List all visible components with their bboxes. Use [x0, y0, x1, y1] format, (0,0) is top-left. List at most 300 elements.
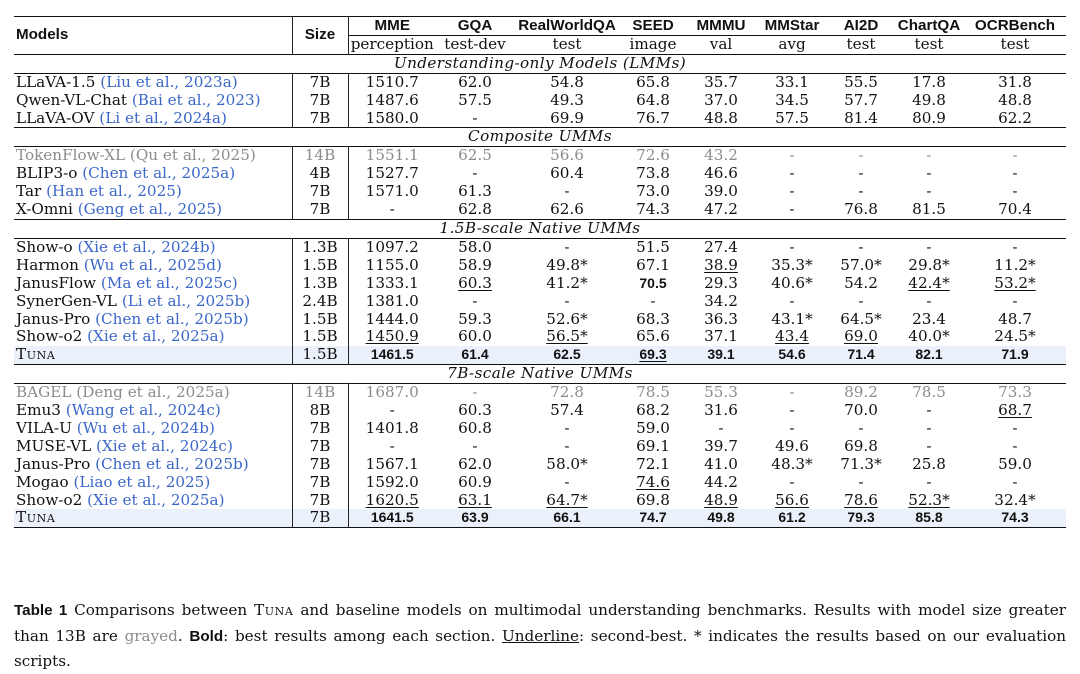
- score-value: 40.0*: [908, 327, 950, 346]
- score-value: 71.4: [847, 346, 875, 363]
- score-cell: [348, 257, 436, 275]
- citation-year: 2025b: [194, 309, 243, 328]
- citation-paren-close: ): [218, 327, 225, 346]
- score-cell: [348, 293, 436, 311]
- score-cell: [756, 474, 828, 492]
- score-cell: [514, 293, 620, 311]
- score-value: -: [858, 182, 864, 201]
- score-cell: [514, 474, 620, 492]
- model-name-cell: [14, 402, 292, 420]
- split-header: perception: [350, 34, 434, 53]
- score-cell: [828, 402, 894, 420]
- score-cell: [964, 420, 1066, 438]
- citation-authors: Xie et al.: [83, 237, 152, 256]
- caption-text: : best results among each section.: [223, 626, 496, 645]
- score-value: 1155.0: [365, 255, 419, 274]
- citation-sep: ,: [167, 200, 178, 219]
- model-size: 7B: [292, 73, 348, 91]
- model-size: 1.5B: [292, 328, 348, 346]
- score-cell: [348, 165, 436, 183]
- model-name-cell: [14, 147, 292, 165]
- score-cell: [964, 147, 1066, 165]
- table-row: [14, 311, 1066, 329]
- model-size: 2.4B: [292, 293, 348, 311]
- citation-paren-open: (: [100, 273, 107, 292]
- score-cell: [964, 257, 1066, 275]
- score-cell: [686, 492, 756, 510]
- citation-paren-close: ): [226, 436, 233, 455]
- score-value: 81.5: [912, 200, 946, 219]
- model-size: 7B: [292, 201, 348, 219]
- score-value: -: [1012, 418, 1018, 437]
- score-value: 74.3: [636, 200, 670, 219]
- table-row: [14, 275, 1066, 293]
- score-value: 56.5*: [546, 327, 588, 346]
- score-cell: [964, 328, 1066, 346]
- score-value: 1097.2: [365, 237, 419, 256]
- score-cell: [686, 92, 756, 110]
- score-value: -: [858, 472, 864, 491]
- score-value: 48.7: [998, 309, 1032, 328]
- score-value: -: [564, 291, 570, 310]
- score-cell: [964, 438, 1066, 456]
- score-value: -: [858, 237, 864, 256]
- model-size: 7B: [292, 492, 348, 510]
- model-name: Show-o: [16, 237, 73, 256]
- score-value: 63.1: [458, 490, 492, 509]
- score-value: 74.7: [639, 509, 667, 526]
- score-cell: [894, 73, 964, 91]
- score-value: 70.4: [998, 200, 1032, 219]
- score-cell: [964, 201, 1066, 219]
- citation-authors: Bai et al.: [137, 90, 207, 109]
- score-cell: [348, 92, 436, 110]
- score-value: 69.1: [636, 436, 670, 455]
- score-cell: [686, 474, 756, 492]
- model-name: Show-o2: [16, 327, 83, 346]
- score-cell: [894, 293, 964, 311]
- score-value: 44.2: [704, 472, 738, 491]
- model-name-cell: [14, 346, 292, 364]
- score-cell: [620, 328, 686, 346]
- score-cell: [620, 438, 686, 456]
- score-value: 1450.9: [365, 327, 419, 346]
- model-name-cell: [14, 474, 292, 492]
- caption-text: and baseline models on multimodal understanding benchmarks. Results with model size greater than 13B are: [14, 601, 1066, 645]
- score-cell: [756, 92, 828, 110]
- score-value: -: [789, 164, 795, 183]
- split-header: test-dev: [444, 34, 506, 53]
- score-value: 36.3: [704, 309, 738, 328]
- score-cell: [514, 238, 620, 256]
- score-cell: [436, 92, 514, 110]
- score-value: 68.3: [636, 309, 670, 328]
- score-value: 74.6: [636, 472, 670, 491]
- citation-sep: ,: [174, 273, 185, 292]
- score-cell: [756, 328, 828, 346]
- score-value: 62.5: [553, 346, 581, 363]
- model-name-cell: [14, 311, 292, 329]
- citation-paren-open: (: [83, 255, 90, 274]
- score-cell: [686, 110, 756, 128]
- score-value: 81.4: [844, 108, 878, 127]
- score-value: 1510.7: [365, 72, 419, 91]
- score-value: 58.9: [458, 255, 492, 274]
- score-cell: [964, 293, 1066, 311]
- citation-paren-close: ): [204, 472, 211, 491]
- score-cell: [686, 201, 756, 219]
- header-row-benchmarks: [14, 17, 1066, 36]
- citation-paren-close: ): [242, 454, 249, 473]
- score-cell: [828, 456, 894, 474]
- citation-authors: Deng et al.: [82, 383, 167, 402]
- score-value: 17.8: [912, 72, 946, 91]
- score-cell: [828, 201, 894, 219]
- score-value: -: [789, 401, 795, 420]
- citation-year: 2025: [211, 146, 250, 165]
- citation-paren-open: (: [96, 436, 102, 455]
- score-cell: [964, 275, 1066, 293]
- score-value: 1687.0: [365, 383, 419, 402]
- score-cell: [620, 110, 686, 128]
- score-value: 47.2: [704, 200, 738, 219]
- table-row: [14, 147, 1066, 165]
- citation-paren-open: (: [99, 108, 106, 127]
- score-value: -: [564, 418, 570, 437]
- citation-paren-close: ): [218, 490, 225, 509]
- score-value: -: [650, 291, 656, 310]
- citation-paren-close: ): [231, 273, 238, 292]
- citation-sep: ,: [127, 182, 138, 201]
- table-row: [14, 92, 1066, 110]
- table-row: [14, 73, 1066, 91]
- score-value: 60.9: [458, 472, 492, 491]
- score-value: -: [1012, 472, 1018, 491]
- score-cell: [436, 328, 514, 346]
- score-cell: [756, 201, 828, 219]
- benchmark-header: ChartQA: [894, 17, 964, 36]
- score-value: 65.6: [636, 327, 670, 346]
- citation-paren-close: ): [231, 72, 238, 91]
- score-value: -: [789, 291, 795, 310]
- score-cell: [964, 474, 1066, 492]
- score-value: 60.3: [458, 273, 492, 292]
- citation-sep: ,: [206, 90, 216, 109]
- score-value: -: [564, 237, 570, 256]
- model-name: Show-o2: [16, 490, 83, 509]
- score-cell: [894, 238, 964, 256]
- section-header-row: [14, 54, 1066, 73]
- score-cell: [756, 110, 828, 128]
- table-row: [14, 201, 1066, 219]
- score-cell: [620, 238, 686, 256]
- score-value: 38.9: [704, 255, 738, 274]
- score-value: 1333.1: [365, 273, 419, 292]
- score-cell: [964, 456, 1066, 474]
- score-value: -: [389, 200, 395, 219]
- score-cell: [894, 311, 964, 329]
- score-cell: [514, 92, 620, 110]
- score-value: 78.5: [912, 383, 946, 402]
- score-value: 57.5: [458, 90, 492, 109]
- citation-sep: ,: [156, 472, 166, 491]
- score-value: 1641.5: [370, 509, 414, 526]
- score-cell: [964, 311, 1066, 329]
- score-cell: [436, 492, 514, 510]
- score-cell: [620, 402, 686, 420]
- citation-year: 2024a: [173, 108, 221, 127]
- split-header: test: [552, 34, 582, 53]
- score-cell: [436, 346, 514, 364]
- score-cell: [436, 238, 514, 256]
- score-value: 55.3: [704, 383, 738, 402]
- model-name: Tar: [16, 182, 42, 201]
- score-value: 61.3: [458, 182, 492, 201]
- score-value: -: [472, 108, 478, 127]
- citation-authors: Geng et al.: [83, 200, 168, 219]
- score-value: 82.1: [915, 346, 943, 363]
- score-value: 1571.0: [365, 182, 419, 201]
- score-value: 1381.0: [365, 291, 419, 310]
- model-name: Harmon: [16, 255, 79, 274]
- score-cell: [348, 328, 436, 346]
- score-cell: [620, 420, 686, 438]
- score-cell: [828, 257, 894, 275]
- model-name-cell: [14, 165, 292, 183]
- score-value: 64.7*: [546, 490, 588, 509]
- score-cell: [894, 402, 964, 420]
- score-cell: [514, 492, 620, 510]
- score-value: -: [858, 418, 864, 437]
- score-value: 57.5: [775, 108, 809, 127]
- model-name: MUSE-VL: [16, 436, 92, 455]
- citation-year: 2024c: [179, 436, 227, 455]
- score-cell: [894, 509, 964, 527]
- citation-authors: Xie et al.: [93, 327, 162, 346]
- score-value: 34.5: [775, 90, 809, 109]
- score-cell: [348, 384, 436, 402]
- model-name: Qwen-VL-Chat: [16, 90, 127, 109]
- citation-paren-close: ): [215, 255, 222, 274]
- score-cell: [514, 402, 620, 420]
- score-value: -: [926, 472, 932, 491]
- table-row: [14, 238, 1066, 256]
- score-cell: [348, 110, 436, 128]
- score-cell: [828, 492, 894, 510]
- score-value: 52.6*: [546, 309, 588, 328]
- score-value: 1487.6: [365, 90, 419, 109]
- score-cell: [514, 147, 620, 165]
- score-value: 1580.0: [365, 108, 419, 127]
- score-value: 29.3: [704, 273, 738, 292]
- score-cell: [894, 201, 964, 219]
- score-value: 76.7: [636, 108, 670, 127]
- table-row: [14, 438, 1066, 456]
- score-value: 54.2: [844, 273, 878, 292]
- score-cell: [894, 183, 964, 201]
- score-value: 69.3: [639, 346, 667, 363]
- citation-year: 2025a: [181, 164, 230, 183]
- score-cell: [514, 384, 620, 402]
- score-value: 62.2: [998, 108, 1032, 127]
- score-value: -: [1012, 436, 1018, 455]
- score-value: 59.0: [636, 418, 670, 437]
- model-name-cell: [14, 201, 292, 219]
- score-value: -: [1012, 237, 1018, 256]
- caption-bold-word: Bold: [189, 627, 224, 645]
- score-cell: [620, 92, 686, 110]
- model-name: BAGEL: [16, 383, 72, 402]
- score-value: 61.4: [461, 346, 489, 363]
- score-value: 46.6: [704, 164, 738, 183]
- citation-paren-open: (: [77, 237, 84, 256]
- score-value: 70.0: [844, 401, 878, 420]
- score-value: 62.6: [550, 200, 584, 219]
- citation-sep: ,: [161, 490, 171, 509]
- score-cell: [828, 384, 894, 402]
- citation-paren-close: ): [209, 418, 215, 437]
- score-cell: [756, 238, 828, 256]
- score-cell: [620, 509, 686, 527]
- score-value: 58.0: [458, 237, 492, 256]
- results-table-body: [14, 54, 1066, 528]
- citation-sep: ,: [201, 146, 212, 165]
- score-value: 66.1: [553, 509, 581, 526]
- model-size: 1.5B: [292, 311, 348, 329]
- citation-year: 2024c: [167, 401, 215, 420]
- table-row: [14, 257, 1066, 275]
- citation-year: 2024b: [161, 237, 210, 256]
- score-cell: [686, 311, 756, 329]
- citation-paren-open: (: [87, 327, 94, 346]
- citation-paren-close: ): [175, 182, 182, 201]
- citation-year: 2025b: [195, 291, 245, 310]
- score-value: -: [564, 436, 570, 455]
- citation-paren-open: (: [131, 90, 138, 109]
- score-value: 60.8: [458, 418, 492, 437]
- score-value: 1592.0: [365, 472, 419, 491]
- score-cell: [828, 474, 894, 492]
- model-size: 1.5B: [292, 346, 348, 364]
- score-cell: [756, 420, 828, 438]
- citation-year: 2025a: [170, 327, 219, 346]
- score-value: 56.6: [775, 490, 809, 509]
- citation-sep: ,: [163, 108, 174, 127]
- model-name-cell: [14, 110, 292, 128]
- score-value: 37.0: [704, 90, 738, 109]
- score-cell: [514, 257, 620, 275]
- model-name: Tuna: [16, 508, 56, 527]
- model-size: 7B: [292, 183, 348, 201]
- score-cell: [620, 384, 686, 402]
- caption-text: .: [177, 626, 183, 645]
- results-table-container: [14, 16, 1066, 528]
- score-cell: [348, 456, 436, 474]
- score-cell: [686, 402, 756, 420]
- model-name-cell: [14, 92, 292, 110]
- score-cell: [348, 275, 436, 293]
- score-cell: [828, 420, 894, 438]
- score-value: 71.9: [1001, 346, 1029, 363]
- split-header: test: [846, 34, 876, 53]
- model-name: LLaVA-1.5: [16, 72, 96, 91]
- score-cell: [756, 492, 828, 510]
- score-cell: [686, 384, 756, 402]
- score-cell: [756, 293, 828, 311]
- model-size: 7B: [292, 474, 348, 492]
- score-value: 69.8: [636, 490, 670, 509]
- benchmark-header: MMStar: [756, 17, 828, 36]
- citation-authors: Liao et al.: [79, 472, 157, 491]
- score-value: 31.8: [998, 72, 1032, 91]
- score-cell: [514, 346, 620, 364]
- score-cell: [756, 456, 828, 474]
- score-value: -: [858, 291, 864, 310]
- score-value: -: [564, 472, 570, 491]
- score-value: 59.3: [458, 309, 492, 328]
- score-value: 43.4: [775, 327, 809, 346]
- score-cell: [348, 509, 436, 527]
- score-value: 60.3: [458, 401, 492, 420]
- score-cell: [514, 438, 620, 456]
- model-name-cell: [14, 183, 292, 201]
- citation-paren-close: ): [229, 164, 236, 183]
- model-name-cell: [14, 328, 292, 346]
- citation-year: 2025: [137, 182, 176, 201]
- model-size: 7B: [292, 509, 348, 527]
- section-title: 7B-scale Native UMMs: [14, 365, 1066, 384]
- score-value: 25.8: [912, 454, 946, 473]
- score-cell: [620, 147, 686, 165]
- score-value: 62.0: [458, 454, 492, 473]
- model-name-cell: [14, 384, 292, 402]
- score-value: -: [718, 418, 724, 437]
- citation-paren-open: (: [65, 401, 72, 420]
- score-cell: [436, 257, 514, 275]
- score-cell: [756, 509, 828, 527]
- score-value: 49.8*: [546, 255, 588, 274]
- section-header-row: [14, 128, 1066, 147]
- split-header: test: [914, 34, 944, 53]
- benchmark-header: AI2D: [828, 17, 894, 36]
- score-value: 78.5: [636, 383, 670, 402]
- score-value: 49.8: [912, 90, 946, 109]
- model-name: LLaVA-OV: [16, 108, 95, 127]
- score-value: 79.3: [847, 509, 875, 526]
- score-value: 41.2*: [546, 273, 588, 292]
- citation-authors: Li et al.: [105, 108, 164, 127]
- citation-paren-open: (: [95, 309, 102, 328]
- model-name: SynerGen-VL: [16, 291, 117, 310]
- score-value: 11.2*: [994, 255, 1036, 274]
- model-size: 7B: [292, 438, 348, 456]
- score-cell: [756, 402, 828, 420]
- score-value: -: [389, 436, 395, 455]
- caption-tuna: Tuna: [254, 601, 294, 619]
- score-value: 49.6: [775, 436, 809, 455]
- score-cell: [828, 147, 894, 165]
- citation-paren-open: (: [73, 472, 80, 491]
- score-value: 76.8: [844, 200, 878, 219]
- score-value: -: [926, 182, 932, 201]
- score-cell: [348, 183, 436, 201]
- score-cell: [514, 73, 620, 91]
- citation-authors: Li et al.: [127, 291, 187, 310]
- citation-sep: ,: [161, 327, 171, 346]
- score-cell: [964, 110, 1066, 128]
- score-cell: [828, 183, 894, 201]
- score-cell: [756, 438, 828, 456]
